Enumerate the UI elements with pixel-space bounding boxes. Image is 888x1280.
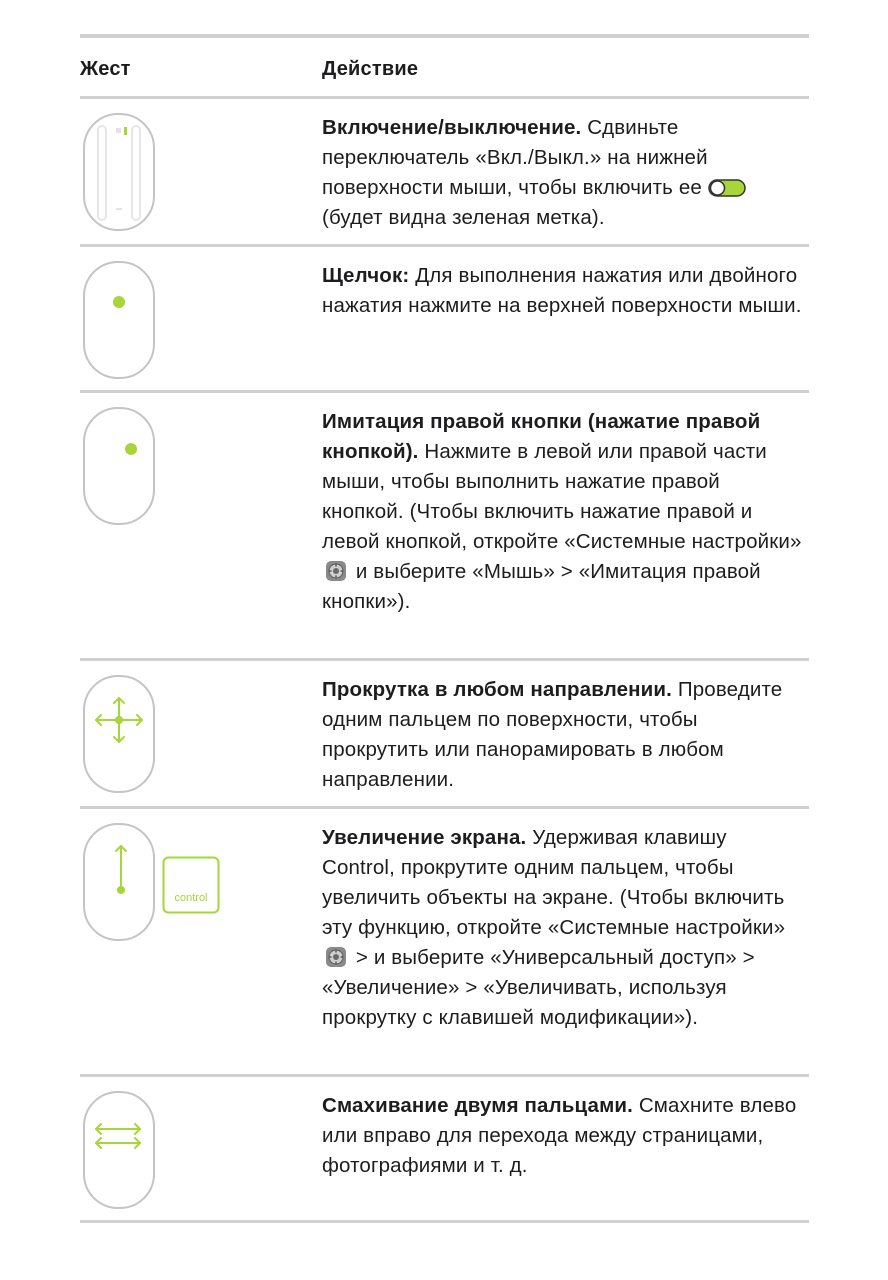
mouse-zoom-icon bbox=[82, 822, 156, 942]
control-key-label: control bbox=[174, 892, 208, 904]
system-preferences-icon bbox=[325, 946, 347, 968]
table-row bbox=[80, 393, 809, 661]
action-text: Смахните влево или вправо для перехода между страницами, фотографиями и т. д. bbox=[322, 1094, 797, 1177]
gesture-cell bbox=[80, 661, 320, 806]
action-cell bbox=[322, 113, 802, 233]
gesture-cell bbox=[80, 809, 320, 1074]
action-cell bbox=[322, 261, 802, 321]
action-title: Включение/выключение. bbox=[322, 116, 582, 139]
toggle-switch-icon bbox=[708, 179, 746, 197]
table-row bbox=[80, 809, 809, 1077]
table-row bbox=[80, 661, 809, 809]
gesture-table bbox=[80, 34, 809, 1223]
action-text: Для выполнения нажатия или двойного нажатия нажмите на верхней поверхности мыши. bbox=[322, 264, 802, 317]
action-cell bbox=[322, 1091, 802, 1181]
gesture-cell bbox=[80, 1077, 320, 1220]
action-text: Удерживая клавишу Control, прокрутите одним пальцем, чтобы увеличить объекты на экране. (Чтобы включить эту функцию, откройте «Системные настройки» bbox=[322, 826, 786, 939]
mouse-click-icon bbox=[82, 260, 156, 380]
action-text: Проведите одним пальцем по поверхности, чтобы прокрутить или панорамировать в любом направлении. bbox=[322, 678, 783, 791]
action-title: Увеличение экрана. bbox=[322, 826, 527, 849]
action-text: Сдвиньте переключатель «Вкл./Выкл.» на нижней поверхности мыши, чтобы включить ее bbox=[322, 116, 708, 199]
gesture-cell bbox=[80, 247, 320, 390]
gesture-cell bbox=[80, 393, 320, 658]
table-row bbox=[80, 99, 809, 247]
system-preferences-icon bbox=[325, 560, 347, 582]
action-title: Имитация правой кнопки (нажатие правой кнопкой). bbox=[322, 410, 761, 463]
mouse-right-click-icon bbox=[82, 406, 156, 526]
action-text-end: > и выберите «Универсальный доступ» > «Увеличение» > «Увеличивать, используя прокрутку с клавишей модификации»). bbox=[322, 946, 755, 1029]
table-header bbox=[80, 38, 809, 99]
action-text-end: и выберите «Мышь» > «Имитация правой кнопки»). bbox=[322, 560, 761, 613]
control-key-icon bbox=[162, 856, 220, 914]
header-gesture: Жест bbox=[80, 58, 131, 80]
action-title: Щелчок: bbox=[322, 264, 410, 287]
table-row bbox=[80, 1077, 809, 1223]
action-title: Смахивание двумя пальцами. bbox=[322, 1094, 633, 1117]
action-text-end: (будет видна зеленая метка). bbox=[322, 206, 605, 229]
action-text: Нажмите в левой или правой части мыши, чтобы выполнить нажатие правой кнопкой. (Чтобы включить нажатие правой и левой кнопкой, откройте «Системные настройки» bbox=[322, 440, 802, 553]
action-cell bbox=[322, 823, 802, 1033]
action-cell bbox=[322, 407, 802, 617]
action-cell bbox=[322, 675, 802, 795]
mouse-power-switch-icon bbox=[82, 112, 156, 232]
table-row bbox=[80, 247, 809, 393]
header-action: Действие bbox=[322, 58, 419, 80]
mouse-scroll-any-direction-icon bbox=[82, 674, 156, 794]
gesture-cell bbox=[80, 99, 320, 244]
action-title: Прокрутка в любом направлении. bbox=[322, 678, 673, 701]
mouse-two-finger-swipe-icon bbox=[82, 1090, 156, 1210]
